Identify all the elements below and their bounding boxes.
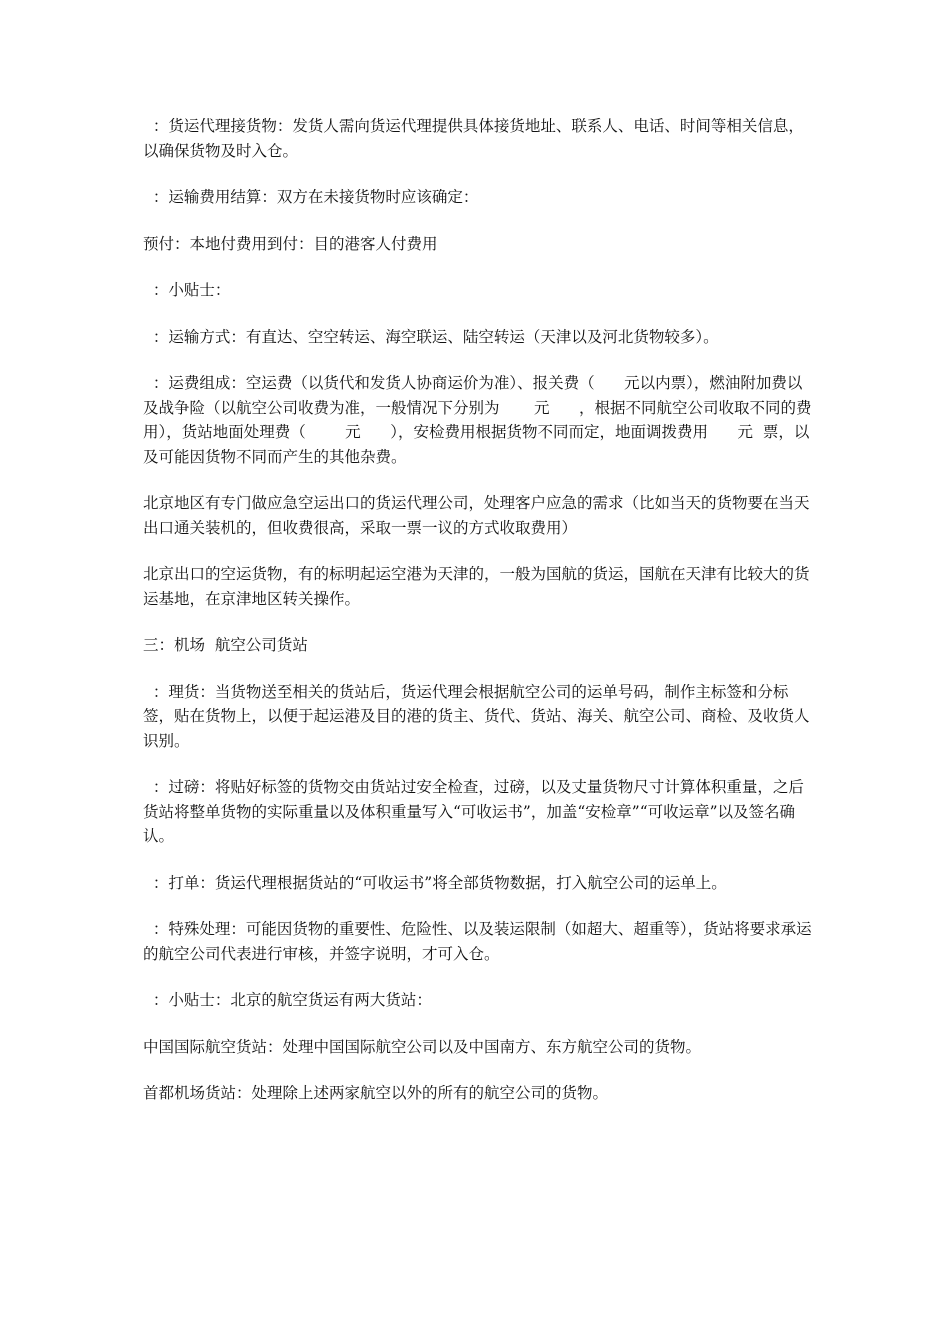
paragraph-air-china-station: 中国国际航空货站：处理中国国际航空公司以及中国南方、东方航空公司的货物。: [143, 1037, 702, 1056]
paragraph-prepaid-collect: 预付：本地付费用到付：目的港客人付费用: [143, 234, 438, 253]
paragraph-waybill-printing: ：打单：货运代理根据货站的“可收运书”将全部货物数据，打入航空公司的运单上。: [143, 873, 727, 892]
paragraph-transport-mode: ：运输方式：有直达、空空转运、海空联运、陆空转运（天津以及河北货物较多）。: [143, 327, 719, 346]
paragraph-beijing-stations-tip: ：小贴士：北京的航空货运有两大货站：: [143, 991, 432, 1009]
paragraph-capital-airport-station: 首都机场货站：处理除上述两家航空以外的所有的航空公司的货物。: [143, 1084, 609, 1102]
paragraph-tips-heading: ：小贴士：: [143, 281, 231, 299]
paragraph-cargo-pickup: ：货运代理接货物：发货人需向货运代理提供具体接货地址、联系人、电话、时间等相关信息，以确保货物及时入仓。: [143, 117, 804, 160]
paragraph-special-handling: ：特殊处理：可能因货物的重要性、危险性、以及装运限制（如超大、超重等），货站将要求承运的航空公司代表进行审核，并签字说明，才可入仓。: [143, 920, 812, 963]
paragraph-tallying: ：理货：当货物送至相关的货站后，货运代理会根据航空公司的运单号码，制作主标签和分标签，贴在货物上，以便于起运港及目的港的货主、货代、货站、海关、航空公司、商检、及收货人识别。: [143, 682, 810, 750]
paragraph-freight-composition: ：运费组成：空运费（以货代和发货人协商运价为准）、报关费（ 元以内票），燃油附加费以及战争险（以航空公司收费为准，一般情况下分别为 元 ，根据不同航空公司收取不同的费用），货站地面处理费（ 元 ），安检费用根据货物不同而定，地面调拨费用 元 票，以及可能因货物不同而产生的其他杂费。: [143, 374, 812, 466]
document-body: [143, 114, 813, 1128]
paragraph-tianjin-departure: 北京出口的空运货物，有的标明起运空港为天津的，一般为国航的货运，国航在天津有比较大的货运基地，在京津地区转关操作。: [143, 565, 810, 608]
section-heading-airport-cargo-station: 三：机场 航空公司货站: [143, 636, 308, 654]
paragraph-freight-settlement: ：运输费用结算：双方在未接货物时应该确定：: [143, 188, 479, 206]
paragraph-weighing: ：过磅：将贴好标签的货物交由货站过安全检查，过磅，以及丈量货物尺寸计算体积重量，之后货站将整单货物的实际重量以及体积重量写入“可收运书”，加盖“安检章”“可收运章”以及签名确认。: [143, 778, 804, 845]
paragraph-beijing-urgent: 北京地区有专门做应急空运出口的货运代理公司，处理客户应急的需求（比如当天的货物要在当天出口通关装机的，但收费很高，采取一票一议的方式收取费用）: [143, 494, 810, 537]
